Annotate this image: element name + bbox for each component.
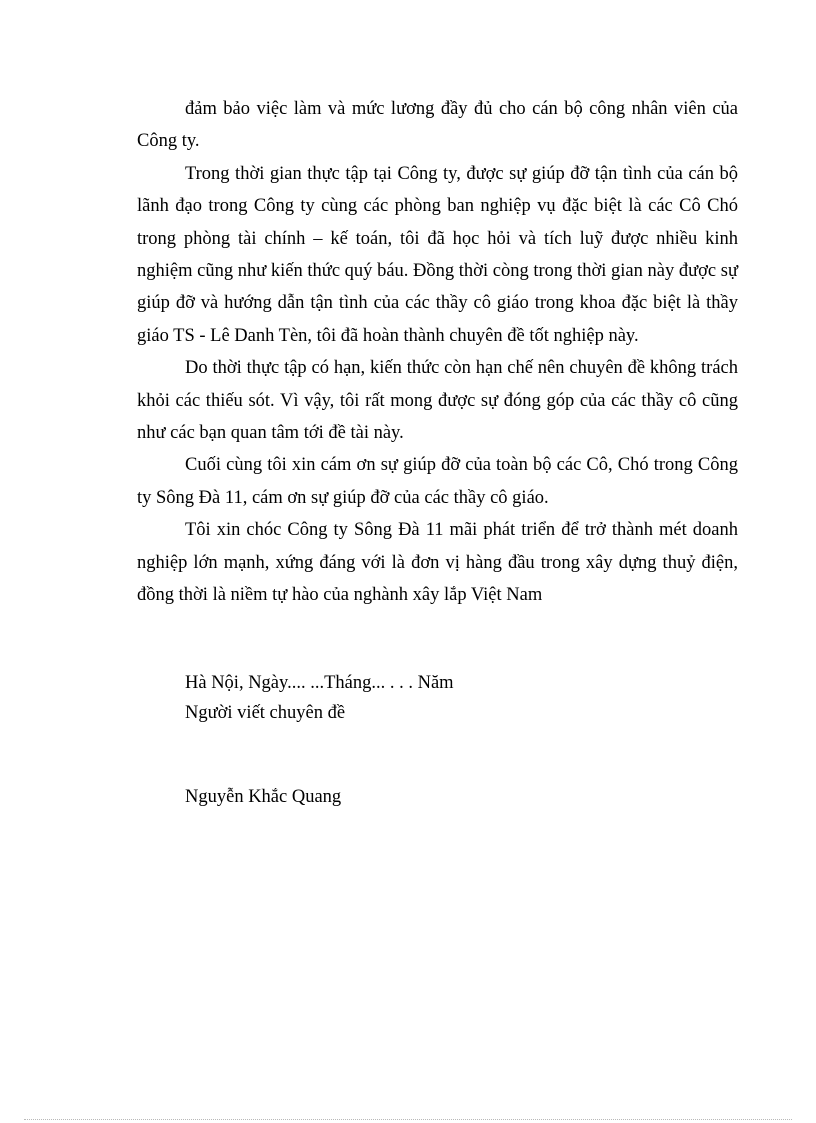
place-date-line: Hà Nội, Ngày.... ...Tháng... . . . Năm: [185, 673, 454, 693]
author-role-line: Người viết chuyên đề: [185, 703, 346, 723]
author-name: Nguyễn Khắc Quang: [185, 787, 342, 807]
paragraph-gratitude: Cuối cùng tôi xin cám ơn sự giúp đỡ của toàn bộ các Cô, Chó trong Công ty Sông Đà 11, cám ơn sự giúp đỡ của các thầy cô giáo.: [137, 455, 738, 508]
paragraph-continuation: đảm bảo việc làm và mức lương đầy đủ cho cán bộ công nhân viên của Công ty.: [137, 99, 738, 152]
document-body: [137, 93, 738, 612]
paragraph-limitations: Do thời thực tập có hạn, kiến thức còn hạn chế nên chuyên đề không trách khỏi các thiếu sót. Vì vậy, tôi rất mong được sự đóng góp của các thầy cô cũng như các bạn quan tâm tới đề tài này.: [137, 358, 738, 444]
paragraph-internship-thanks: Trong thời gian thực tập tại Công ty, được sự giúp đỡ tận tình của cán bộ lãnh đạo trong Công ty cùng các phòng ban nghiệp vụ đặc biệt là các Cô Chó trong phòng tài chính – kế toán, tôi đã học hỏi và tích luỹ được nhiều kinh nghiệm cũng như kiến thức quý báu. Đồng thời còng trong thời gian này được sự giúp đỡ và hướng dẫn tận tình của các thầy cô giáo trong khoa đặc biệt là thầy giáo TS - Lê Danh Tèn, tôi đã hoàn thành chuyên đề tốt nghiệp này.: [137, 163, 738, 346]
page-bottom-divider: [24, 1119, 792, 1120]
signature-block: [185, 668, 454, 728]
paragraph-wishes: Tôi xin chóc Công ty Sông Đà 11 mãi phát triển để trở thành mét doanh nghiệp lớn mạnh, xứng đáng với là đơn vị hàng đầu trong xây dựng thuỷ điện, đồng thời là niềm tự hào của nghành xây lắp Việt Nam: [137, 520, 738, 606]
